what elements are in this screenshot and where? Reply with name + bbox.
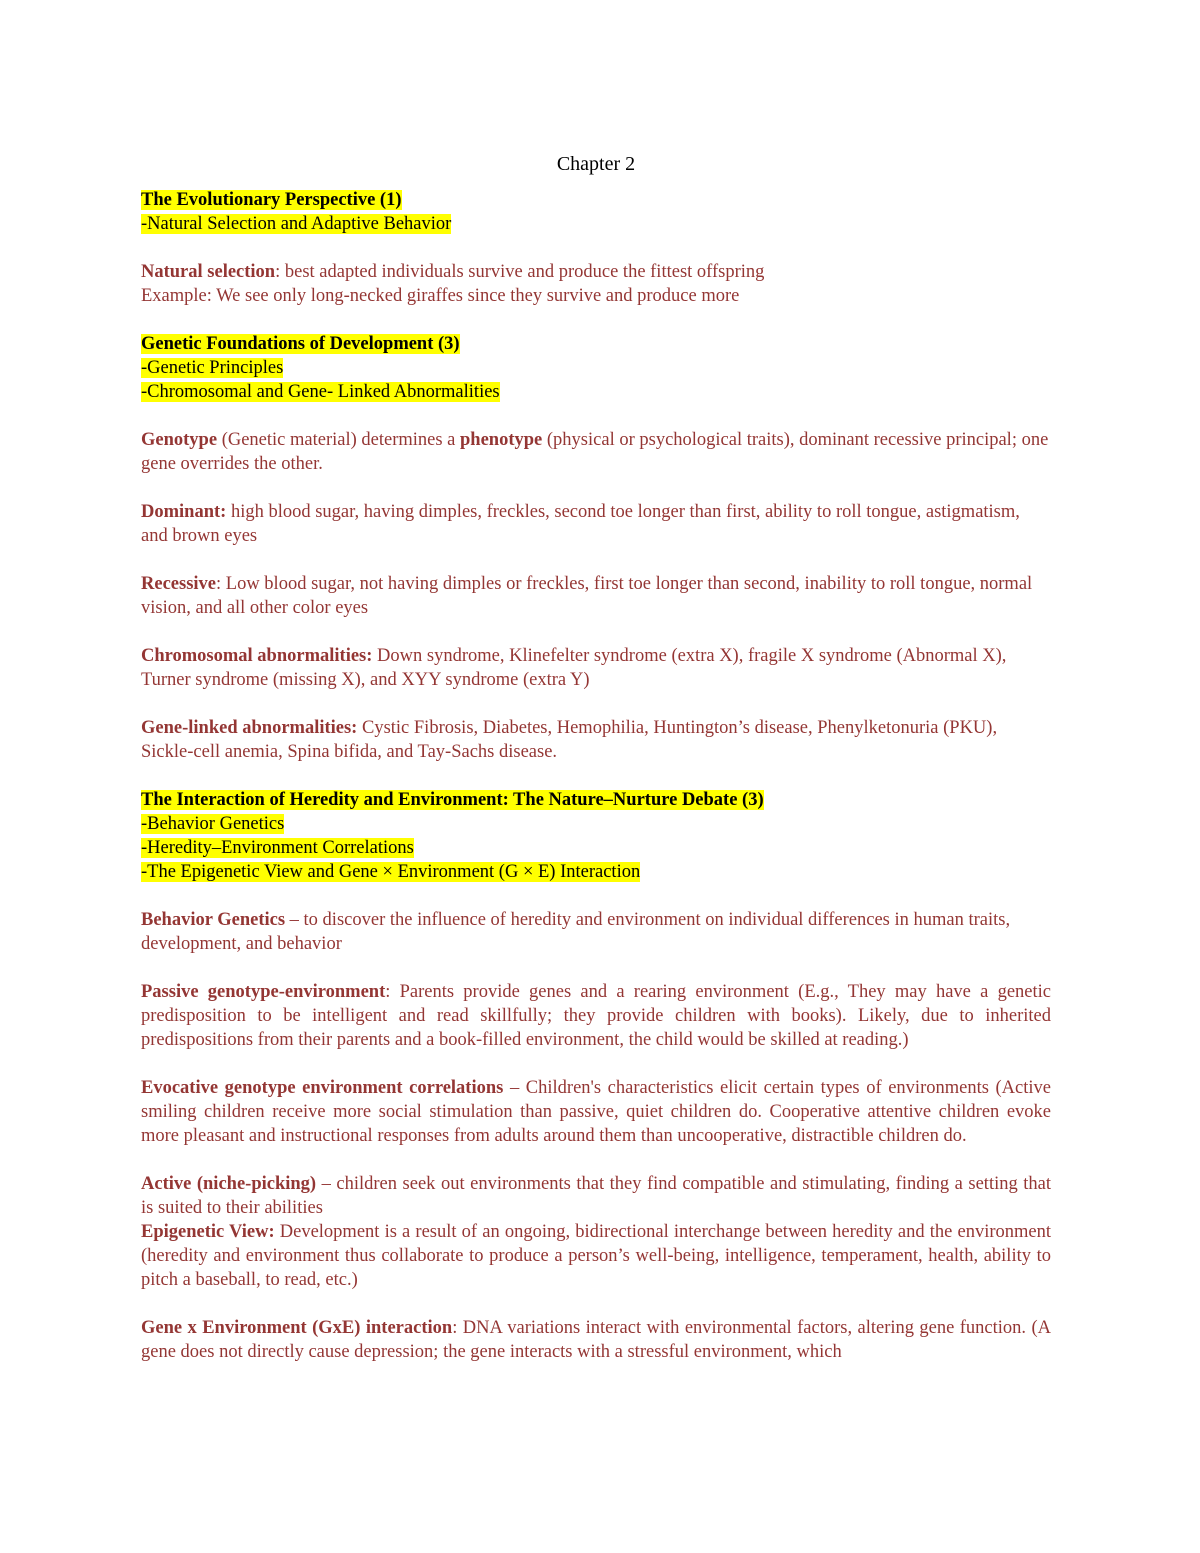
paragraph-natural-selection	[141, 260, 1051, 284]
term-label: Gene-linked abnormalities:	[141, 718, 358, 738]
term-definition: : DNA variations interact with environmental factors, altering gene function. (A gene does not directly cause depression; the gene interacts with a stressful environment, which	[141, 1318, 1051, 1362]
term-label: Dominant:	[141, 502, 227, 522]
term-definition: Cystic Fibrosis, Diabetes, Hemophilia, Huntington’s disease, Phenylketonuria (PKU), Sickle-cell anemia, Spina bifida, and Tay-Sachs disease.	[141, 718, 998, 762]
term-definition: high blood sugar, having dimples, freckles, second toe longer than first, ability to roll tongue, astigmatism, and brown eyes	[141, 502, 1020, 546]
term-label: Behavior Genetics	[141, 910, 286, 930]
paragraph-recessive	[141, 572, 1051, 620]
section-heredity-environment	[141, 788, 1051, 884]
section-evolutionary	[141, 188, 1051, 236]
term-definition: Down syndrome, Klinefelter syndrome (extra X), fragile X syndrome (Abnormal X), Turner syndrome (missing X), and XYY syndrome (extra Y)	[141, 646, 1007, 690]
term-label: Epigenetic View:	[141, 1222, 275, 1242]
term-label: Recessive	[141, 574, 216, 594]
paragraph-behavior-genetics	[141, 908, 1051, 956]
paragraph-gxe	[141, 1316, 1051, 1364]
term-label: Chromosomal abnormalities:	[141, 646, 373, 666]
section-heading: The Interaction of Heredity and Environment: The Nature–Nurture Debate (3)	[141, 790, 764, 810]
paragraph-gene-linked	[141, 716, 1051, 764]
section-subtopic: -The Epigenetic View and Gene × Environment (G × E) Interaction	[141, 862, 641, 882]
section-subtopic: -Natural Selection and Adaptive Behavior	[141, 214, 452, 234]
paragraph-chromosomal	[141, 644, 1051, 692]
section-genetic-foundations	[141, 332, 1051, 404]
term-definition: (Genetic material) determines a	[217, 430, 461, 450]
paragraph-active	[141, 1172, 1051, 1220]
section-heading: Genetic Foundations of Development (3)	[141, 334, 460, 354]
section-subtopic: -Behavior Genetics	[141, 814, 285, 834]
document-page	[141, 150, 1051, 1364]
section-subtopic: -Chromosomal and Gene- Linked Abnormalities	[141, 382, 500, 402]
term-definition: Development is a result of an ongoing, bidirectional interchange between heredity and the environment (heredity and environment thus collaborate to produce a person’s well-being, intelligence, temperament, health, ability to pitch a baseball, to read, etc.)	[141, 1222, 1052, 1290]
term-definition: : Parents provide genes and a rearing environment (E.g., They may have a genetic predisposition to be intelligent and read skillfully; they provide children with books). Likely, due to inherited predispositions from their parents and a book-filled environment, the child would be skilled at reading.)	[141, 982, 1051, 1050]
example-text: Example: We see only long-necked giraffes since they survive and produce more	[141, 286, 740, 306]
term-definition: : best adapted individuals survive and produce the fittest offspring	[275, 262, 765, 282]
term-definition: – Children's characteristics elicit certain types of environments (Active smiling children receive more social stimulation than passive, quiet children do. Cooperative attentive children evoke more pleasant and instructional responses from adults around them than uncooperative, distractible children do.	[141, 1078, 1051, 1146]
term-definition: : Low blood sugar, not having dimples or freckles, first toe longer than second, inability to roll tongue, normal vision, and all other color eyes	[141, 574, 1033, 618]
term-label: phenotype	[460, 430, 543, 450]
term-label: Natural selection	[141, 262, 276, 282]
term-definition: (physical or psychological traits), dominant recessive principal; one gene overrides the other.	[141, 430, 1049, 474]
term-definition: – to discover the influence of heredity and environment on individual differences in human traits, development, and behavior	[141, 910, 1011, 954]
term-label: Passive genotype-environment	[141, 982, 386, 1002]
term-label: Evocative genotype environment correlations	[141, 1078, 504, 1098]
term-label: Active (niche-picking)	[141, 1174, 317, 1194]
section-heading: The Evolutionary Perspective (1)	[141, 190, 402, 210]
paragraph-evocative	[141, 1076, 1051, 1148]
paragraph-dominant	[141, 500, 1051, 548]
section-subtopic: -Genetic Principles	[141, 358, 284, 378]
section-subtopic: -Heredity–Environment Correlations	[141, 838, 414, 858]
page-title: Chapter 2	[556, 153, 636, 175]
term-definition: – children seek out environments that they find compatible and stimulating, finding a setting that is suited to their abilities	[141, 1174, 1051, 1218]
paragraph-genotype	[141, 428, 1051, 476]
term-label: Gene x Environment (GxE) interaction	[141, 1318, 453, 1338]
paragraph-passive	[141, 980, 1051, 1052]
term-label: Genotype	[141, 430, 218, 450]
paragraph-epigenetic	[141, 1220, 1051, 1292]
